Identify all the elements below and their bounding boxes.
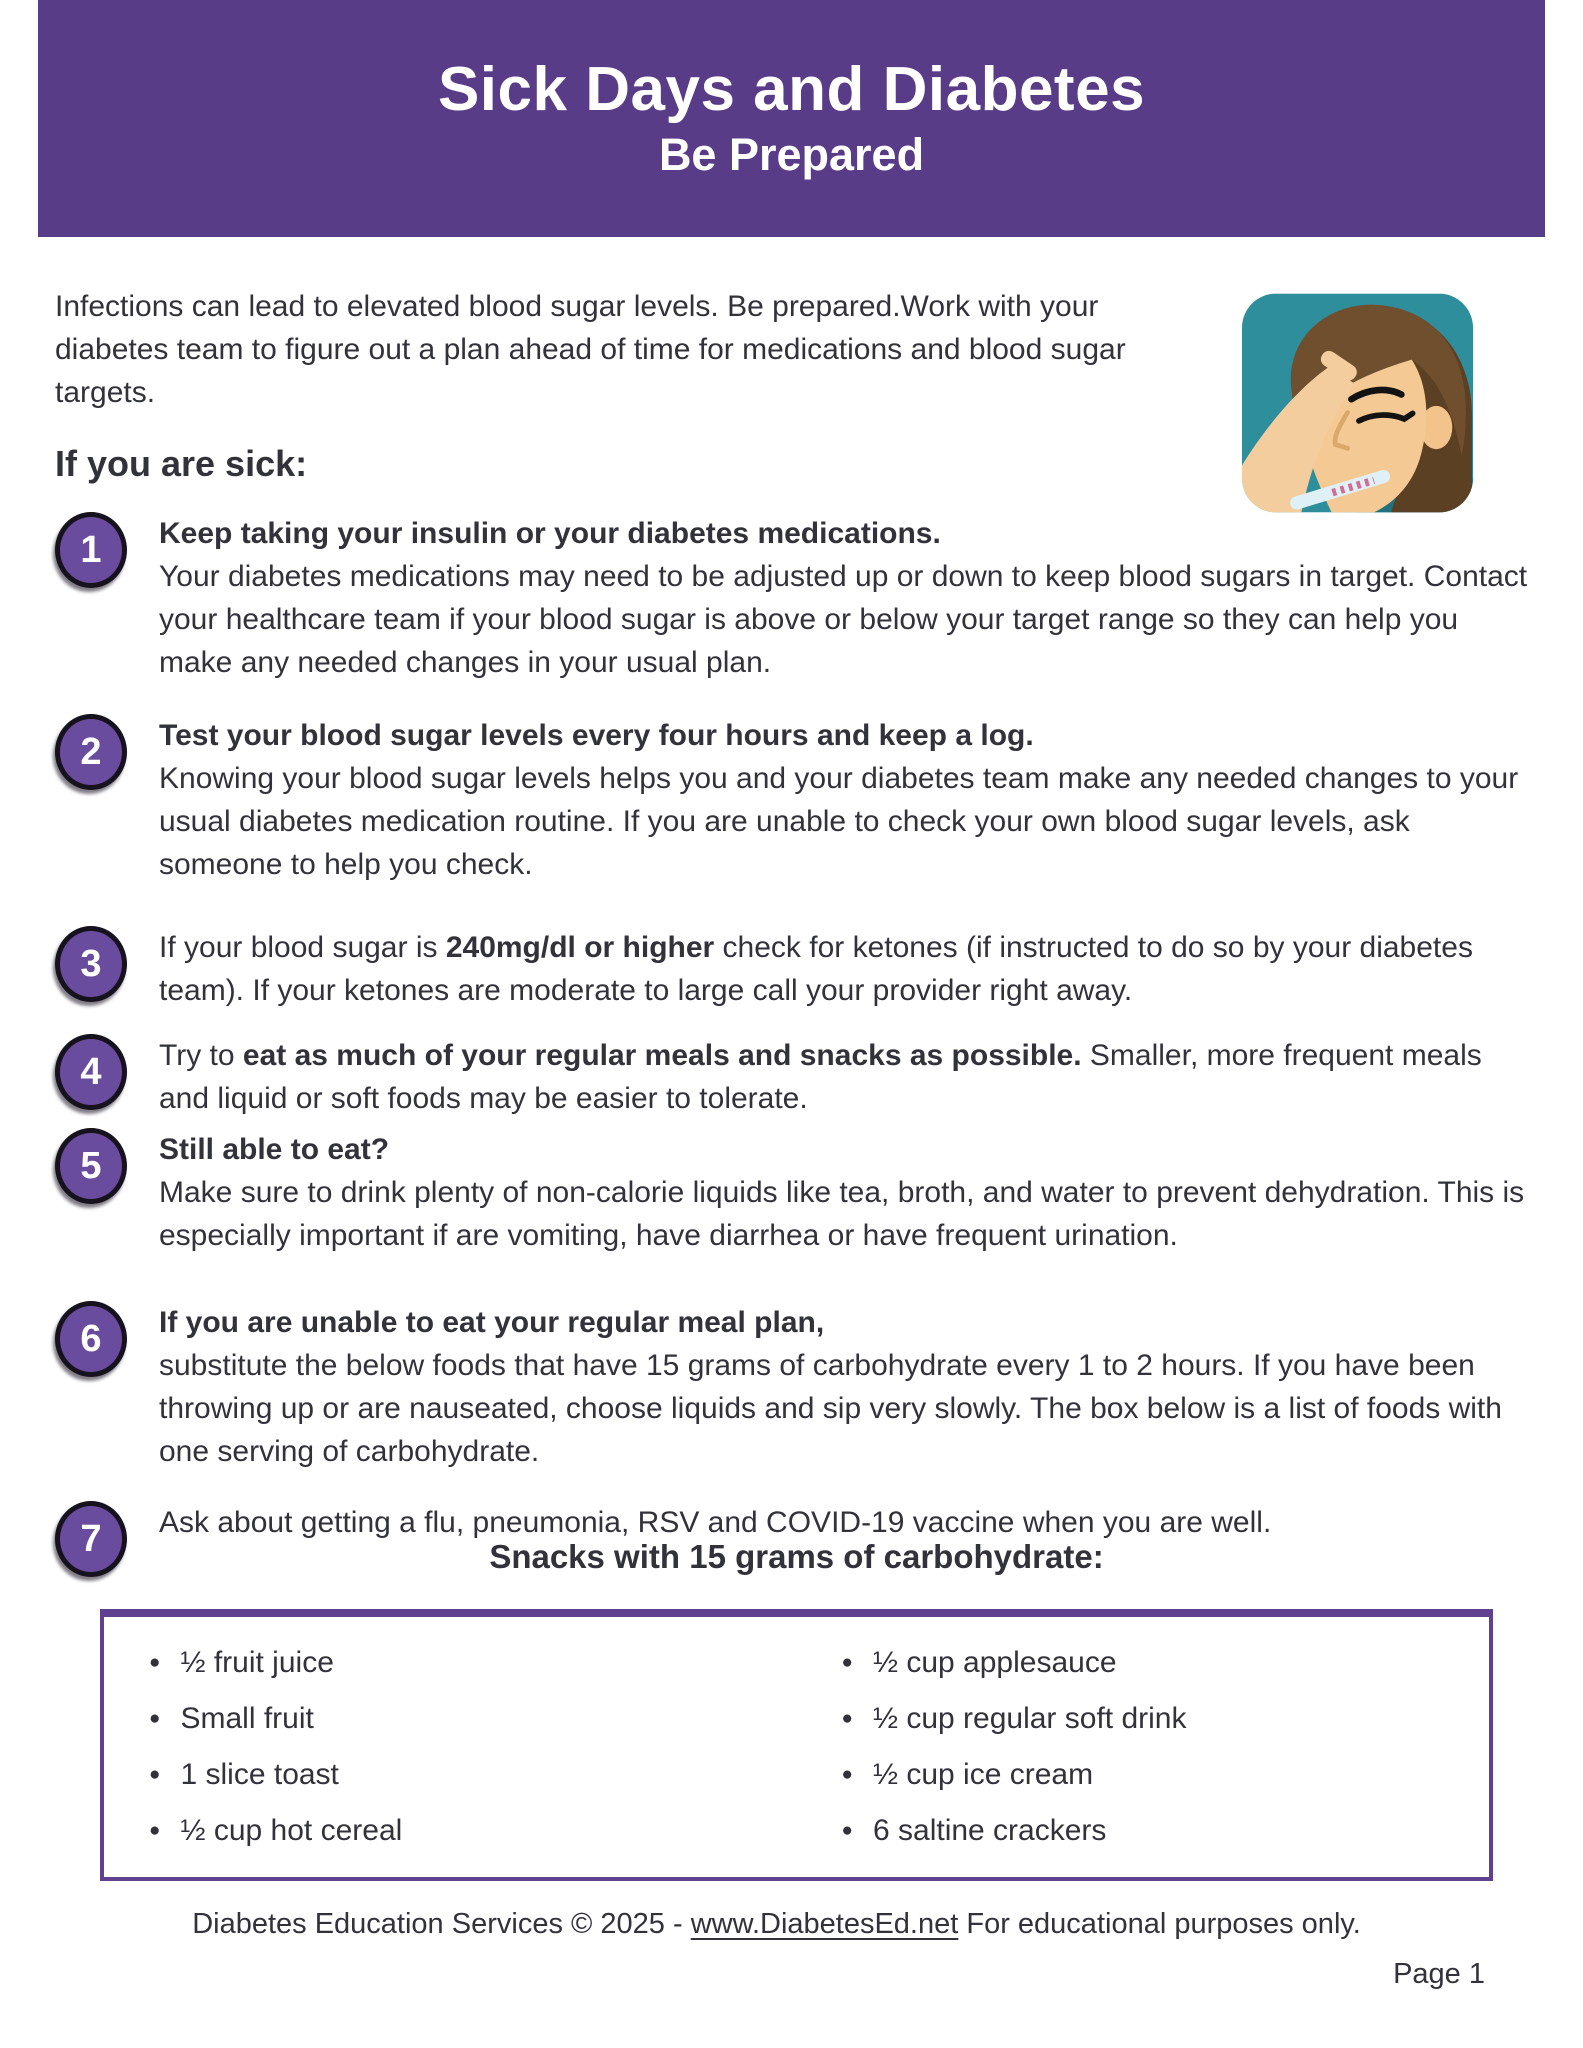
bullet-icon: ● xyxy=(841,1708,853,1729)
footer-credit xyxy=(55,1903,1538,1946)
intro-paragraph: Infections can lead to elevated blood sugar levels. Be prepared.Work with your diabetes team to figure out a plan ahead of time for medications and blood sugar targets. xyxy=(55,290,1126,409)
step-item-2 xyxy=(55,714,1538,886)
bullet-icon: ● xyxy=(841,1652,853,1673)
step-body: substitute the below foods that have 15 grams of carbohydrate every 1 to 2 hours. If you have been throwing up or are nauseated, choose liquids and sip very slowly. The box below is a list of foods with one serving of carbohydrate. xyxy=(159,1349,1502,1468)
step-number-badge: 6 xyxy=(55,1301,127,1377)
footer-suffix: For educational purposes only. xyxy=(958,1908,1361,1940)
step-item-3 xyxy=(55,926,1538,1012)
snacks-box xyxy=(100,1609,1493,1881)
steps-list xyxy=(55,512,1538,1577)
step-number-badge: 3 xyxy=(55,926,127,1002)
snacks-column-right xyxy=(797,1637,1490,1861)
list-item: ● ½ cup ice cream xyxy=(842,1749,1490,1805)
step-body: Ask about getting a flu, pneumonia, RSV and COVID-19 vaccine when you are well. xyxy=(159,1506,1272,1539)
step-heading: If you are unable to eat your regular meal plan, xyxy=(159,1306,825,1339)
section-heading-if-sick: If you are sick: xyxy=(55,443,308,484)
step-number-badge: 5 xyxy=(55,1128,127,1204)
sick-woman-thermometer-illustration xyxy=(1242,285,1473,521)
snacks-column-left xyxy=(104,1637,797,1861)
bullet-icon: ● xyxy=(149,1708,161,1729)
footer-prefix: Diabetes Education Services © 2025 - xyxy=(192,1908,691,1940)
list-item: ● 6 saltine crackers xyxy=(842,1805,1490,1861)
step-number-badge: 4 xyxy=(55,1034,127,1110)
diabetesed-link[interactable]: www.DiabetesEd.net xyxy=(690,1908,959,1940)
list-item: ● ½ cup hot cereal xyxy=(149,1805,797,1861)
step-item-5 xyxy=(55,1128,1538,1257)
bullet-icon: ● xyxy=(841,1764,853,1785)
list-item: ● ½ fruit juice xyxy=(149,1637,797,1693)
step-body: If your blood sugar is 240mg/dl or higher check for ketones (if instructed to do so by your diabetes team). If your ketones are moderate to large call your provider right away. xyxy=(159,931,1473,1007)
step-item-6 xyxy=(55,1301,1538,1473)
list-item: ● Small fruit xyxy=(149,1693,797,1749)
snacks-heading: Snacks with 15 grams of carbohydrate: xyxy=(489,1538,1104,1575)
header-banner xyxy=(38,0,1545,237)
step-number-badge: 2 xyxy=(55,714,127,790)
step-item-1 xyxy=(55,512,1538,684)
step-body: Knowing your blood sugar levels helps you and your diabetes team make any needed changes to your usual diabetes medication routine. If you are unable to check your own blood sugar levels, ask someone to help you check. xyxy=(159,762,1519,881)
step-heading: Still able to eat? xyxy=(159,1133,390,1166)
intro-section xyxy=(55,285,1538,414)
bullet-icon: ● xyxy=(841,1820,853,1841)
step-heading: Test your blood sugar levels every four hours and keep a log. xyxy=(159,719,1034,752)
step-number-badge: 1 xyxy=(55,512,127,588)
bullet-icon: ● xyxy=(149,1764,161,1785)
step-body: Make sure to drink plenty of non-calorie liquids like tea, broth, and water to prevent dehydration. This is especially important if are vomiting, have diarrhea or have frequent urination. xyxy=(159,1176,1525,1252)
list-item: ● ½ cup regular soft drink xyxy=(842,1693,1490,1749)
list-item: ● 1 slice toast xyxy=(149,1749,797,1805)
step-number-badge: 7 xyxy=(55,1501,127,1577)
bullet-icon: ● xyxy=(149,1820,161,1841)
step-body: Try to eat as much of your regular meals and snacks as possible. Smaller, more frequent meals and liquid or soft foods may be easier to tolerate. xyxy=(159,1039,1482,1115)
step-heading: Keep taking your insulin or your diabetes medications. xyxy=(159,517,941,550)
page-content xyxy=(0,285,1583,1991)
page-title: Sick Days and Diabetes xyxy=(437,55,1146,125)
page-number: Page 1 xyxy=(1393,1958,1485,1990)
list-item: ● ½ cup applesauce xyxy=(842,1637,1490,1693)
page-subtitle: Be Prepared xyxy=(658,128,925,180)
step-item-4 xyxy=(55,1034,1538,1120)
step-body: Your diabetes medications may need to be adjusted up or down to keep blood sugars in target. Contact your healthcare team if your blood sugar is above or below your target range so they can help you make any needed changes in your usual plan. xyxy=(159,560,1528,679)
bullet-icon: ● xyxy=(149,1652,161,1673)
